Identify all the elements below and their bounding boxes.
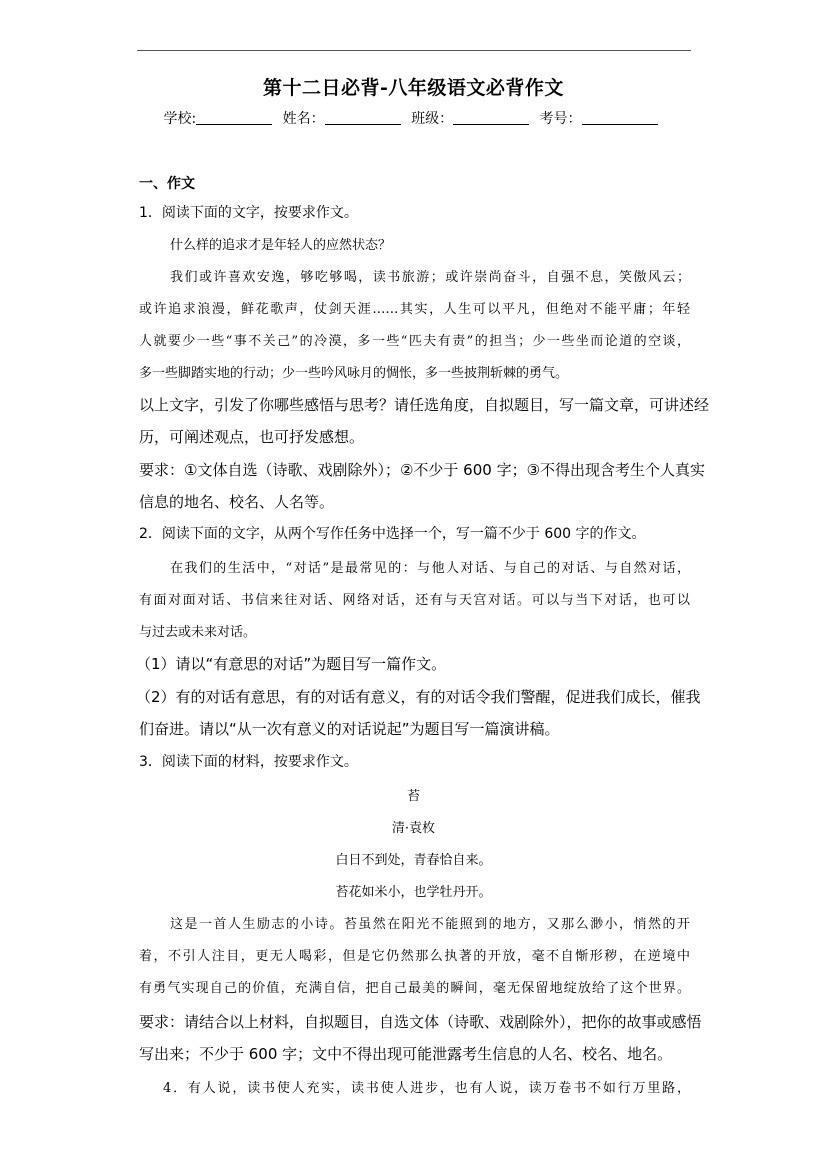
q4-prompt: 4．有人说，读书使人充实，读书使人进步，也有人说，读万卷书不如行万里路，: [163, 1081, 690, 1096]
school-blank[interactable]: [196, 110, 272, 125]
poem-title: 苔: [406, 789, 420, 804]
q1-task-line: 以上文字，引发了你哪些感悟与思考？请任选角度，自拟题目，写一篇文章，可讲述经: [139, 396, 710, 414]
page-title: 第十二日必背-八年级语文必背作文: [263, 77, 564, 99]
q1-prompt: 1．阅读下面的文字，按要求作文。: [139, 205, 358, 221]
number-blank[interactable]: [582, 110, 658, 125]
q2-task-2: 们奋进。请以“从一次有意义的对话说起”为题目写一篇演讲稿。: [139, 720, 560, 738]
name-blank[interactable]: [325, 110, 401, 125]
school-label: 学校:: [163, 111, 197, 127]
q1-material-line: 人就要少一些“事不关己”的冷漠，多一些“匹夫有责”的担当；少一些坐而论道的空谈，: [139, 334, 690, 349]
q1-material-line: 或许追求浪漫，鲜花歌声，仗剑天涯……其实，人生可以平凡，但绝对不能平庸；年轻: [139, 302, 690, 317]
name-label: 姓名：: [282, 111, 325, 127]
q3-requirement-line: 要求：请结合以上材料，自拟题目，自选文体（诗歌、戏剧除外），把你的故事或感悟: [139, 1013, 702, 1031]
q2-task-1: （1）请以“有意思的对话”为题目写一篇作文。: [136, 655, 447, 673]
q2-material-line: 与过去或未来对话。: [139, 625, 257, 640]
section-heading: 一、作文: [139, 176, 195, 192]
poem-line: 白日不到处，青春恰自来。: [335, 853, 492, 868]
q1-requirement-line: 要求：①文体自选（诗歌、戏剧除外）；②不少于 600 字；③不得出现含考生个人真实: [139, 461, 706, 479]
q3-material-line: 有勇气实现自己的价值，充满自信，把自己最美的瞬间，毫无保留地绽放给了这个世界。: [139, 981, 690, 996]
class-label: 班级：: [411, 111, 454, 127]
q2-prompt: 2．阅读下面的文字，从两个写作任务中选择一个，写一篇不少于 600 字的作文。: [139, 526, 646, 542]
student-info-line: [0, 108, 827, 128]
q3-requirement-line: 写出来；不少于 600 字；文中不得出现可能泄露考生信息的人名、校名、地名。: [139, 1045, 673, 1063]
q1-material-line: 多一些脚踏实地的行动；少一些吟风咏月的惆怅，多一些披荆斩棘的勇气。: [139, 366, 569, 381]
q1-material-line: 什么样的追求才是年轻人的应然状态？: [170, 238, 392, 253]
q2-material-line: 在我们的生活中，“对话”是最常见的：与他人对话、与自己的对话、与自然对话，: [170, 561, 690, 576]
q1-requirement-line: 信息的地名、校名、人名等。: [139, 493, 335, 511]
q1-task-line: 历，可阐述观点，也可抒发感想。: [139, 428, 365, 446]
number-label: 考号：: [539, 111, 582, 127]
poem-line: 苔花如米小，也学牡丹开。: [335, 885, 492, 900]
q1-material-line: 我们或许喜欢安逸，够吃够喝，读书旅游；或许崇尚奋斗，自强不息，笑傲风云；: [170, 270, 690, 285]
header-rule: [137, 50, 691, 51]
q3-material-line: 着，不引人注目，更无人喝彩，但是它仍然那么执著的开放，毫不自惭形秽，在逆境中: [139, 949, 690, 964]
q3-prompt: 3．阅读下面的材料，按要求作文。: [139, 754, 358, 770]
q3-material-line: 这是一首人生励志的小诗。苔虽然在阳光不能照到的地方，又那么渺小，悄然的开: [170, 917, 690, 932]
q2-task-2: （2）有的对话有意思，有的对话有意义，有的对话令我们警醒，促进我们成长，催我: [136, 688, 701, 706]
poem-author: 清·袁枚: [391, 821, 436, 836]
q2-material-line: 有面对面对话、书信来往对话、网络对话，还有与天宫对话。可以与当下对话，也可以: [139, 593, 690, 608]
class-blank[interactable]: [453, 110, 529, 125]
